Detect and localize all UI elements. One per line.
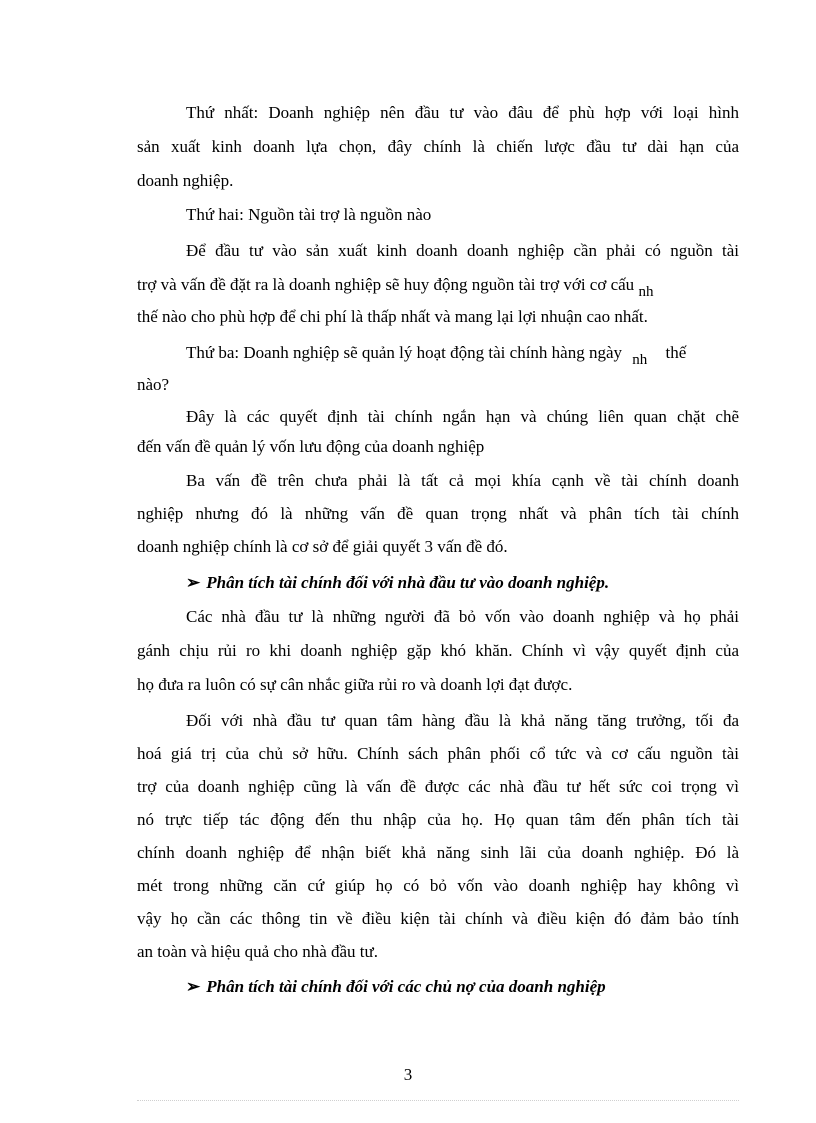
paragraph-line xyxy=(137,274,739,300)
paragraph-line: chính doanh nghiệp để nhận biết khả năng sinh lãi của doanh nghiệp. Đó là xyxy=(137,843,739,862)
paragraph-line: Thứ nhất: Doanh nghiệp nên đầu tư vào đâu để phù hợp với loại hình xyxy=(186,103,739,122)
line-text: Thứ ba: Doanh nghiệp sẽ quản lý hoạt động tài chính hàng ngày xyxy=(186,343,623,362)
paragraph-line: Đối với nhà đầu tư quan tâm hàng đầu là khả năng tăng trưởng, tối đa xyxy=(186,711,739,730)
subscript-fragment: nh xyxy=(638,284,654,300)
paragraph-line: họ đưa ra luôn có sự cân nhắc giữa rủi ro và doanh lợi đạt được. xyxy=(137,675,573,694)
heading-text: Phân tích tài chính đối với các chủ nợ của doanh nghiệp xyxy=(206,977,606,996)
paragraph-line: vậy họ cần các thông tin về điều kiện tài chính và điều kiện đó đảm bảo tính xyxy=(137,909,739,928)
paragraph-line: doanh nghiệp chính là cơ sở để giải quyết 3 vấn đề đó. xyxy=(137,537,508,556)
paragraph-line: nghiệp nhưng đó là những vấn đề quan trọng nhất và phân tích tài chính xyxy=(137,504,739,523)
paragraph-line: thế nào cho phù hợp để chi phí là thấp nhất và mang lại lợi nhuận cao nhất. xyxy=(137,307,648,326)
line-text: thế xyxy=(665,343,687,362)
paragraph-line: nó trực tiếp tác động đến thu nhập của họ. Họ quan tâm đến phân tích tài xyxy=(137,810,739,829)
paragraph-line: Các nhà đầu tư là những người đã bỏ vốn vào doanh nghiệp và họ phải xyxy=(186,607,739,626)
paragraph-line: Đây là các quyết định tài chính ngắn hạn và chúng liên quan chặt chẽ xyxy=(186,407,739,426)
paragraph-line: an toàn và hiệu quả cho nhà đầu tư. xyxy=(137,942,378,961)
paragraph-line xyxy=(186,342,739,368)
section-heading xyxy=(186,976,739,998)
paragraph-line: hoá giá trị của chủ sở hữu. Chính sách phân phối cổ tức và cơ cấu nguồn tài xyxy=(137,744,739,763)
heading-text: Phân tích tài chính đối với nhà đầu tư vào doanh nghiệp. xyxy=(206,573,610,592)
paragraph-line: đến vấn đề quản lý vốn lưu động của doanh nghiệp xyxy=(137,437,485,456)
line-text: trợ và vấn đề đặt ra là doanh nghiệp sẽ huy động nguồn tài trợ với cơ cấu xyxy=(137,275,635,294)
paragraph-line: Thứ hai: Nguồn tài trợ là nguồn nào xyxy=(186,205,432,224)
paragraph-line: Để đầu tư vào sản xuất kinh doanh doanh nghiệp cần phải có nguồn tài xyxy=(186,241,739,260)
paragraph-line: doanh nghiệp. xyxy=(137,171,234,190)
paragraph-line: sản xuất kinh doanh lựa chọn, đây chính là chiến lược đầu tư dài hạn của xyxy=(137,137,739,156)
paragraph-line: mét trong những căn cứ giúp họ có bỏ vốn vào doanh nghiệp hay không vì xyxy=(137,876,739,895)
bottom-divider xyxy=(137,1100,739,1101)
subscript-fragment: nh xyxy=(632,352,648,368)
arrow-bullet-icon: ➢ xyxy=(186,977,201,996)
paragraph-line: nào? xyxy=(137,375,170,394)
section-heading xyxy=(186,572,739,594)
page-number: 3 xyxy=(403,1065,413,1084)
paragraph-line: Ba vấn đề trên chưa phải là tất cả mọi khía cạnh về tài chính doanh xyxy=(186,471,739,490)
paragraph-line: gánh chịu rủi ro khi doanh nghiệp gặp khó khăn. Chính vì vậy quyết định của xyxy=(137,641,739,660)
arrow-bullet-icon: ➢ xyxy=(186,573,201,592)
paragraph-line: trợ của doanh nghiệp cũng là vấn đề được các nhà đầu tư hết sức coi trọng vì xyxy=(137,777,739,796)
